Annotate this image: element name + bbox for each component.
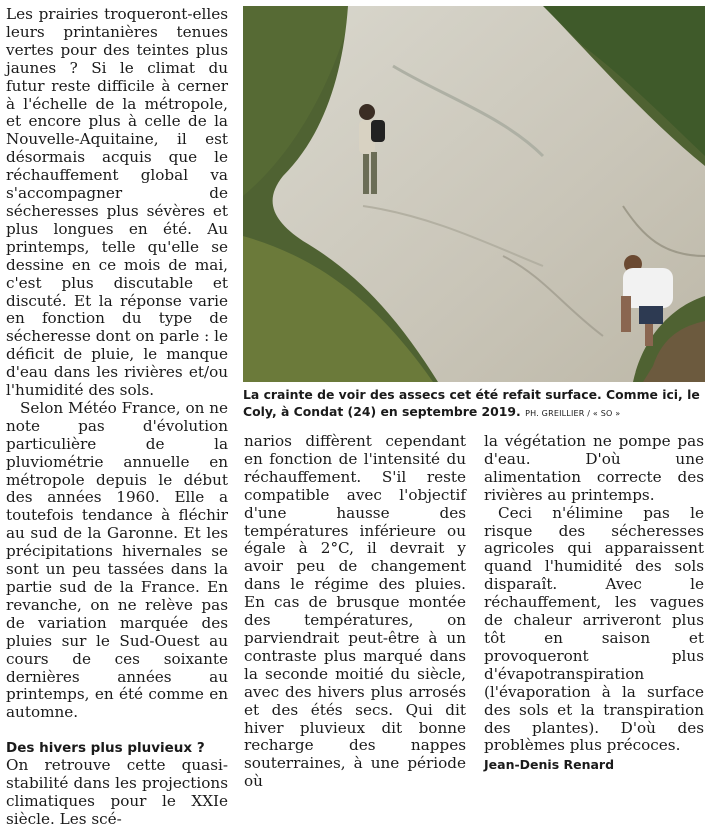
article-column-1	[6, 6, 228, 829]
photo-caption	[243, 386, 707, 422]
paragraph: On retrouve cette quasi-stabilité dans les projections climatiques pour le XXIe siècle. Les scé-	[6, 756, 228, 828]
article-column-2	[244, 433, 466, 791]
subheading: Des hivers plus pluvieux ?	[6, 740, 205, 757]
paragraph: narios diffèrent cependant en fonction de l'intensité du réchauffement. S'il reste compatible avec l'objectif d'une hausse des températures inférieure ou égale à 2°C, il devrait y avoir peu de changement dans le régime des pluies. En cas de brusque montée des températures, on parviendrait peut-être à un contraste plus marqué dans la seconde moitié du siècle, avec des hivers plus arrosés et des étés secs. Qui dit hiver pluvieux dit bonne recharge des nappes souterraines, à une période où	[244, 432, 466, 791]
author-signature: Jean-Denis Renard	[484, 757, 615, 773]
photo-credit: PH. GREILLIER / « SO »	[525, 409, 621, 418]
caption-text: La crainte de voir des assecs cet été refait surface. Comme ici, le Coly, à Condat (24) en septembre 2019.	[243, 387, 700, 419]
riverbed-illustration	[243, 6, 705, 382]
paragraph: la végétation ne pompe pas d'eau. D'où une alimentation correcte des rivières au printemps.	[484, 432, 704, 504]
paragraph: Selon Météo France, on ne note pas d'évolution particulière de la pluviométrie annuelle en métropole depuis le début des années 1960. Elle a toutefois tendance à fléchir au sud de la Garonne. Et les précipitations hivernales se sont un peu tassées dans la partie sud de la France. En revanche, on ne relève pas de variation marquée des pluies sur le Sud-Ouest au cours de ces soixante dernières années au printemps, en été comme en automne.	[6, 398, 228, 722]
article-column-3	[484, 433, 704, 774]
paragraph: Les prairies troqueront-elles leurs printanières tenues vertes pour des teintes plus jaunes ? Si le climat du futur reste difficile à cerner à l'échelle de la métropole, et encore plus à celle de la Nouvelle-Aquitaine, il est désormais acquis que le réchauffement global va s'accompagner de sécheresses plus sévères et plus longues en été. Au printemps, telle qu'elle se dessine en ce mois de mai, c'est plus discutable et discuté. Et la réponse varie en fonction du type de sécheresse dont on parle : le déficit de pluie, le manque d'eau dans les rivières et/ou l'humidité des sols.	[6, 5, 228, 400]
paragraph: Ceci n'élimine pas le risque des sécheresses agricoles qui apparaissent quand l'humidité des sols disparaît. Avec le réchauffement, les vagues de chaleur arriveront plus tôt en saison et provoqueront plus d'évapotranspiration (l'évaporation à la surface des sols et la transpiration des plantes). D'où des problèmes plus précoces.	[484, 503, 704, 755]
dry-riverbed-photo	[243, 6, 705, 382]
